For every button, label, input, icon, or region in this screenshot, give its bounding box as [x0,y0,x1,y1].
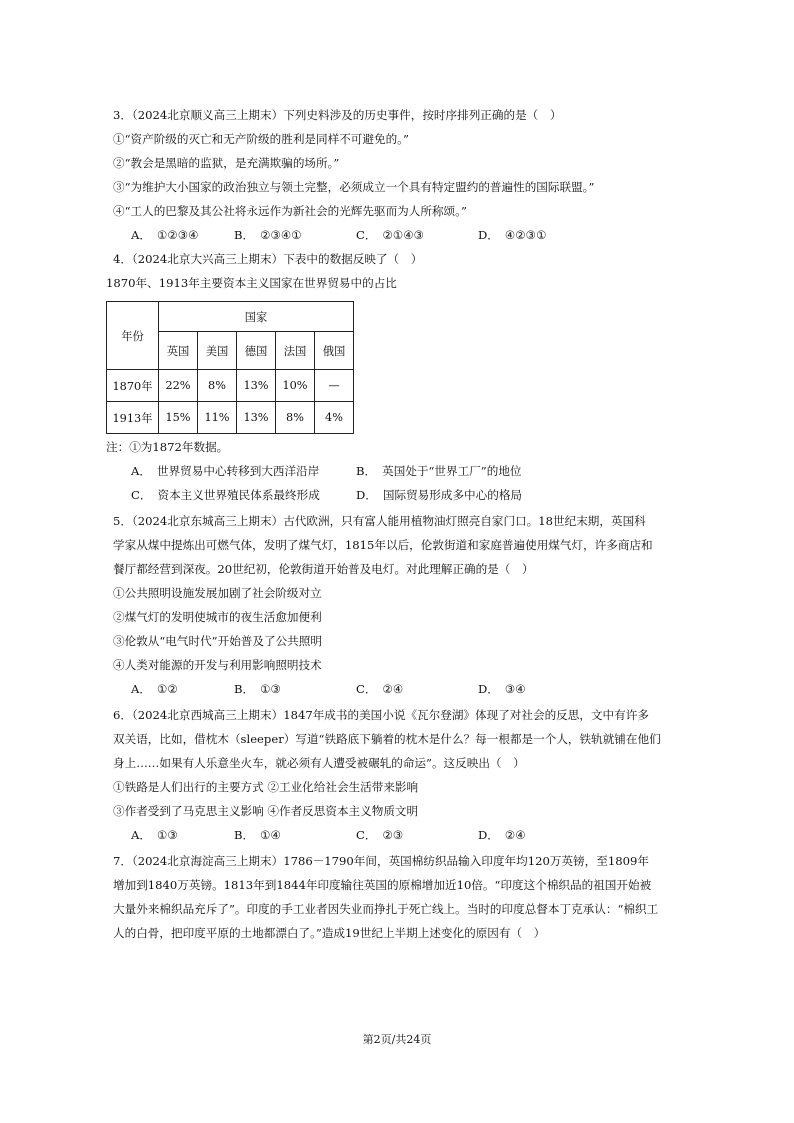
q6-stem-line-3: 身上……如果有人乐意坐火车，就必须有人遭受被碾轧的命运”。这反映出（ ） [113,756,525,770]
q7-stem-line-3: 大量外来棉织品充斥了”。印度的手工业者因失业而挣扎于死亡线上。当时的印度总督本丁克承认：“棉织工 [113,902,659,916]
q3-option-c[interactable]: C． ②①④③ [356,228,425,242]
table-cell: 11% [198,402,237,434]
table-col-country: 法国 [276,332,315,370]
table-cell: 4% [315,402,354,434]
page-number-footer: 第2页/共24页 [362,1033,432,1046]
q6-option-b[interactable]: B． ①④ [234,828,281,842]
q3-item-2: ②“教会是黑暗的监狱，是充满欺骗的场所。” [113,156,340,170]
q7-stem-line-2: 增加到1840万英镑。1813年到1844年印度输往英国的原棉增加近10倍。“印度这个棉织品的祖国开始被 [113,878,652,892]
q5-option-d[interactable]: D． ③④ [478,682,526,696]
q5-item-1: ①公共照明设施发展加剧了社会阶级对立 [113,586,322,600]
q4-stem: 4．（2024北京大兴高三上期末）下表中的数据反映了（ ） [113,252,423,266]
q5-item-2: ②煤气灯的发明使城市的夜生活愈加便利 [113,610,322,624]
q6-items-row-1: ①铁路是人们出行的主要方式 ②工业化给社会生活带来影响 [113,780,419,794]
q6-items-row-2: ③作者受到了马克思主义影响 ④作者反思资本主义物质文明 [113,804,419,818]
table-cell-year: 1870年 [107,370,159,402]
q3-options [131,228,546,242]
q6-option-c[interactable]: C． ②③ [356,828,404,842]
q5-option-a[interactable]: A． ①② [131,682,178,696]
q7-stem-line-4: 人的白骨，把印度平原的土地都漂白了。”造成19世纪上半期上述变化的原因有（ ） [113,926,546,940]
q4-table-note: 注：①为1872年数据。 [106,440,229,454]
q4-option-a[interactable]: A． 世界贸易中心转移到大西洋沿岸 [131,464,320,478]
q4-option-c[interactable]: C． 资本主义世界殖民体系最终形成 [131,488,320,502]
q3-option-a[interactable]: A． ①②③④ [131,228,199,242]
q4-table-caption: 1870年、1913年主要资本主义国家在世界贸易中的占比 [106,276,397,290]
q3-option-b[interactable]: B． ②③④① [234,228,302,242]
q4-option-b[interactable]: B． 英国处于“世界工厂”的地位 [356,464,522,478]
q4-options-row-1 [131,464,522,478]
table-row [107,402,354,434]
table-cell: 22% [159,370,198,402]
q6-stem-line-1: 6．（2024北京西城高三上期末）1847年成书的美国小说《瓦尔登湖》体现了对社会的反思，文中有许多 [113,708,649,722]
q6-option-d[interactable]: D． ②④ [478,828,526,842]
table-col-country: 美国 [198,332,237,370]
table-cell: 15% [159,402,198,434]
q5-stem-line-1: 5．（2024北京东城高三上期末）古代欧洲，只有富人能用植物油灯照亮自家门口。18世纪末期，英国科 [113,514,646,528]
table-header-year: 年份 [107,302,159,370]
table-cell: 8% [276,402,315,434]
q5-options [131,682,526,696]
table-cell: 8% [198,370,237,402]
table-row [107,370,354,402]
q4-option-d[interactable]: D． 国际贸易形成多中心的格局 [356,488,523,502]
q3-option-d[interactable]: D． ④②③① [478,228,547,242]
table-header-country: 国家 [159,302,354,332]
table-cell: 13% [237,402,276,434]
table-cell-year: 1913年 [107,402,159,434]
table-col-country: 英国 [159,332,198,370]
q5-item-4: ④人类对能源的开发与利用影响照明技术 [113,658,322,672]
q3-item-3: ③“为维护大小国家的政治独立与领土完整，必须成立一个具有特定盟约的普遍性的国际联盟。” [113,180,595,194]
table-cell: 13% [237,370,276,402]
q5-stem-line-2: 学家从煤中提炼出可燃气体，发明了煤气灯，1815年以后，伦敦街道和家庭普遍使用煤气灯，许多商店和 [113,538,653,552]
q4-trade-share-table [106,301,354,434]
q5-item-3: ③伦敦从“电气时代”开始普及了公共照明 [113,634,322,648]
q3-stem: 3．（2024北京顺义高三上期末）下列史料涉及的历史事件，按时序排列正确的是（ ） [113,108,562,122]
q4-options-row-2 [131,488,522,502]
table-col-country: 俄国 [315,332,354,370]
q5-option-c[interactable]: C． ②④ [356,682,404,696]
q6-stem-line-2: 双关语，比如，借枕木（sleeper）写道“铁路底下躺着的枕木是什么？每一根都是一个人，铁轨就铺在他们 [113,732,661,746]
table-cell: 10% [276,370,315,402]
q5-stem-line-3: 餐厅都经营到深夜。20世纪初，伦敦街道开始普及电灯。对此理解正确的是（ ） [113,562,534,576]
table-cell: — [315,370,354,402]
q5-option-b[interactable]: B． ①③ [234,682,281,696]
q6-option-a[interactable]: A． ①③ [131,828,178,842]
q3-item-4: ④“工人的巴黎及其公社将永远作为新社会的光辉先驱而为人所称颂。” [113,204,467,218]
q3-item-1: ①“资产阶级的灭亡和无产阶级的胜利是同样不可避免的。” [113,132,409,146]
table-col-country: 德国 [237,332,276,370]
q6-options [131,828,526,842]
q7-stem-line-1: 7．（2024北京海淀高三上期末）1786－1790年间，英国棉纺织品输入印度年均120万英镑，至1809年 [113,854,649,868]
